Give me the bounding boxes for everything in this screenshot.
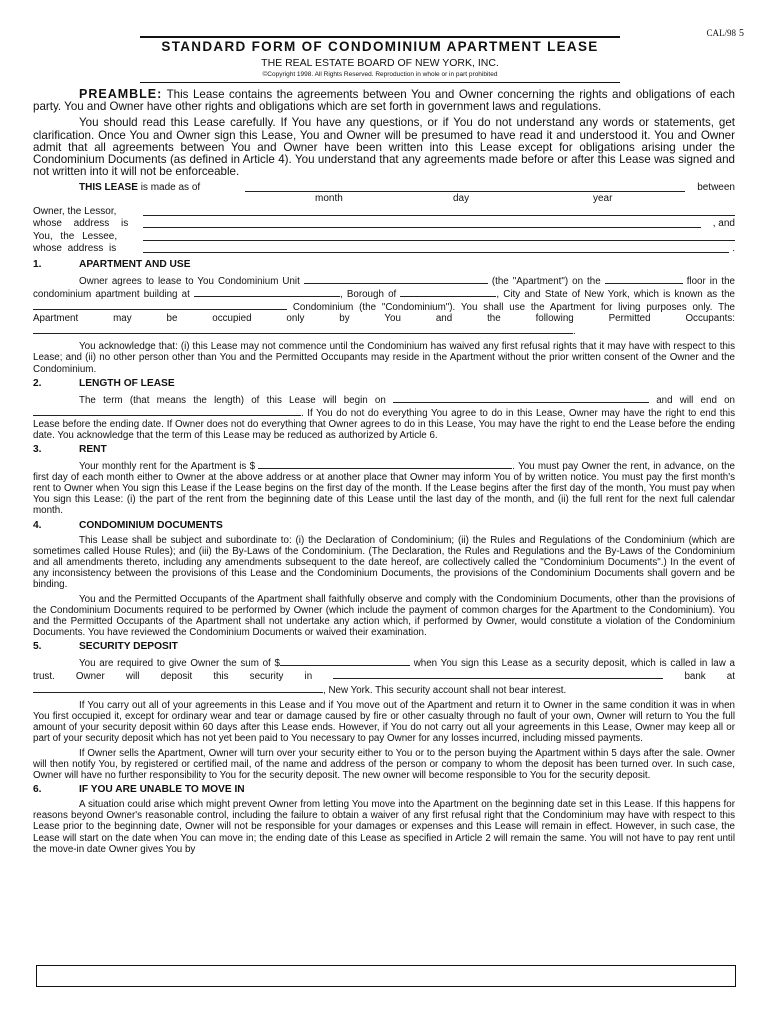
section-3-p1: Your monthly rent for the Apartment is $ . You must pay Owner the rent, in advance, on the first day of each month either to Owner at the above address or at another place that Owner may inform You of by written notice. You must pay the first month's rent to Owner when You sign this Lease if the Lease begins on the first day of the month. If the Lease begins after the first day of the month, You must pay when You sign this Lease: (i) the part of the rent from the beginning date of this Lease until the last day of the month, and (ii) the full rent for the next full calendar month.: [33, 461, 735, 517]
owner-row: Owner, the Lessor,: [33, 206, 735, 219]
monthly-rent-field[interactable]: [258, 459, 512, 469]
lease-begin-date-field[interactable]: [393, 393, 649, 403]
owner-address-row: whose address is , and: [33, 218, 735, 230]
owner-address-field[interactable]: [143, 227, 701, 228]
section-4-heading: 4. CONDOMINIUM DOCUMENTS: [33, 519, 223, 531]
floor-field[interactable]: [605, 274, 683, 284]
lessee-address-row: whose address is .: [33, 243, 735, 255]
copyright-notice: ©Copyright 1998. All Rights Reserved. Reproduction in whole or in part prohibited: [262, 71, 498, 78]
owner-name-field[interactable]: [143, 215, 735, 216]
section-4-p1: This Lease shall be subject and subordinate to: (i) the Declaration of Condominium; (ii) the Rules and Regulations of the Condominium (which are sometimes called House Rules); and (iii) the By-Laws of the Condominium. (The Declaration, the Rules and Regulations and the By-Laws of the Condominium and all amendments thereto, including any amendments subsequent to the date hereof, are collectively called the "Condominium Documents".) In the event of any inconsistency between the provisions of this Lease and the Condominium Documents, the provisions of the Condominium Documents shall govern and be binding.: [33, 534, 735, 590]
section-2-heading: 2. LENGTH OF LEASE: [33, 377, 175, 389]
preamble-p2: You should read this Lease carefully. If You have any questions, or if You do not understand any words or statements, get clarification. Once You and Owner sign this Lease, You and Owner will be presumed to have read it and understood it. You and Owner admit that all agreements between You and Owner have been written into this Lease except for obligations arising under the Condominium Documents (as defined in Article 4). You understand that any agreements made before or after this Lease was signed and not written into it will not be enforceable.: [33, 116, 735, 179]
section-1-heading: 1. APARTMENT AND USE: [33, 258, 191, 270]
section-5-p1: You are required to give Owner the sum of $ when You sign this Lease as a security deposit, which is called in law a trust. Owner will deposit this security in bank at , New York. This security account shall not bear interest.: [33, 658, 735, 696]
unit-field[interactable]: [304, 274, 488, 284]
this-lease-label: THIS LEASE: [79, 182, 138, 194]
building-address-field[interactable]: [194, 287, 340, 297]
condominium-name-field[interactable]: [33, 300, 287, 310]
preamble-heading: PREAMBLE:: [79, 87, 163, 101]
lessee-address-field[interactable]: [143, 252, 729, 253]
lessee-name-field[interactable]: [143, 240, 735, 241]
lease-body: [33, 88, 735, 855]
section-3-heading: 3. RENT: [33, 444, 107, 456]
section-2-p1: The term (that means the length) of this Lease will begin on and will end on . If You do not do everything You agree to do in this Lease, Owner may have the right to end this Lease before the ending date. If Owner does not do everything that Owner agrees to do in this Lease, You may have the right to end the Lease before the ending date. You acknowledge that the term of this Lease may be reduced as authorized by Article 6.: [33, 394, 735, 441]
borough-field[interactable]: [400, 287, 496, 297]
deposit-bank-field[interactable]: [333, 669, 663, 679]
permitted-occupants-field[interactable]: [33, 324, 573, 334]
page-number: 5: [739, 28, 744, 39]
title-block: [140, 36, 620, 83]
section-5-p2: If You carry out all of your agreements in this Lease and if You move out of the Apartment and return it to Owner in the same condition it was in when You first occupied it, except for ordinary wear and tear or damage caused by fire or other casualty through no fault of your own, Owner will return to You the full amount of your security deposit within 60 days after this Lease ends. However, if You do not carry out all your agreements in this Lease, Owner may keep all or part of your security deposit which has not yet been paid to You necessary to pay Owner for any losses incurred, including missed payments.: [33, 699, 735, 744]
section-6-p1: A situation could arise which might prevent Owner from letting You move into the Apartment on the beginning date set in this Lease. If this happens for reasons beyond Owner's reasonable control, including the failure to obtain a waiver of any first refusal right that the Condominium may have with respect to this Lease prior to the beginning date, Owner will not be responsible for your damages or expenses and this Lease will remain in effect. However, in such case, the Lease will start on the date when You can move in; the ending date of this Lease as specified in Article 2 will remain the same. You will not have to pay rent until the move-in date Owner gives You by: [33, 799, 735, 855]
section-6-heading: 6. IF YOU ARE UNABLE TO MOVE IN: [33, 784, 245, 796]
lessee-row: You, the Lessee,: [33, 231, 735, 244]
section-1-p2: You acknowledge that: (i) this Lease may not commence until the Condominium has waived any first refusal rights that it may have with respect to this Lease; and (ii) no other person other than You and the Permitted Occupants may reside in the Apartment without the prior written consent of the Owner and the Condominium.: [33, 341, 735, 375]
lease-end-date-field[interactable]: [33, 406, 301, 416]
date-sublabels: month day year: [315, 192, 613, 204]
section-4-p2: You and the Permitted Occupants of the Apartment shall faithfully observe and comply with the Condominium Documents, other than the provisions of the Condominium Documents required to be performed by Owner (which include the payment of common charges for the Apartment to the Condominium). You and the Permitted Occupants of the Apartment shall not undertake any action which, if performed by Owner, would constitute a violation of the Condominium Documents. You have reviewed the Condominium Documents or waived their examination.: [33, 593, 735, 639]
preamble-p1: PREAMBLE: This Lease contains the agreements between You and Owner concerning the rights and obligations of each party. You and Owner have other rights and obligations which are set forth in government laws and regulations.: [33, 87, 736, 114]
section-5-heading: 5. SECURITY DEPOSIT: [33, 641, 178, 653]
document-title: STANDARD FORM OF CONDOMINIUM APARTMENT LEASE: [161, 39, 599, 54]
section-1-p1: Owner agrees to lease to You Condominium Unit (the "Apartment") on the floor in the condominium apartment building at , Borough of , City and State of New York, which is known as the Condominium (the "Condominium"). You shall use the Apartment for living purposes only. The Apartment may be occupied only by You and the following Permitted Occupants: .: [33, 275, 736, 338]
document-subtitle: THE REAL ESTATE BOARD OF NEW YORK, INC.: [261, 57, 499, 69]
section-5-p3: If Owner sells the Apartment, Owner will turn over your security either to You or to the person buying the Apartment within 5 days after the sale. Owner will then notify You, by registered or certified mail, of the name and address of the person or company to whom the deposit has been turned over. In such case, Owner will have no further responsibility to You for the security deposit. The new owner will become responsible to You for the security deposit.: [33, 748, 735, 782]
bank-location-field[interactable]: [33, 683, 323, 693]
security-deposit-field[interactable]: [280, 656, 410, 666]
form-code: CAL/98 5: [706, 28, 744, 39]
bottom-box: [36, 965, 736, 987]
lease-date-row: THIS LEASE is made as of between: [79, 182, 735, 194]
